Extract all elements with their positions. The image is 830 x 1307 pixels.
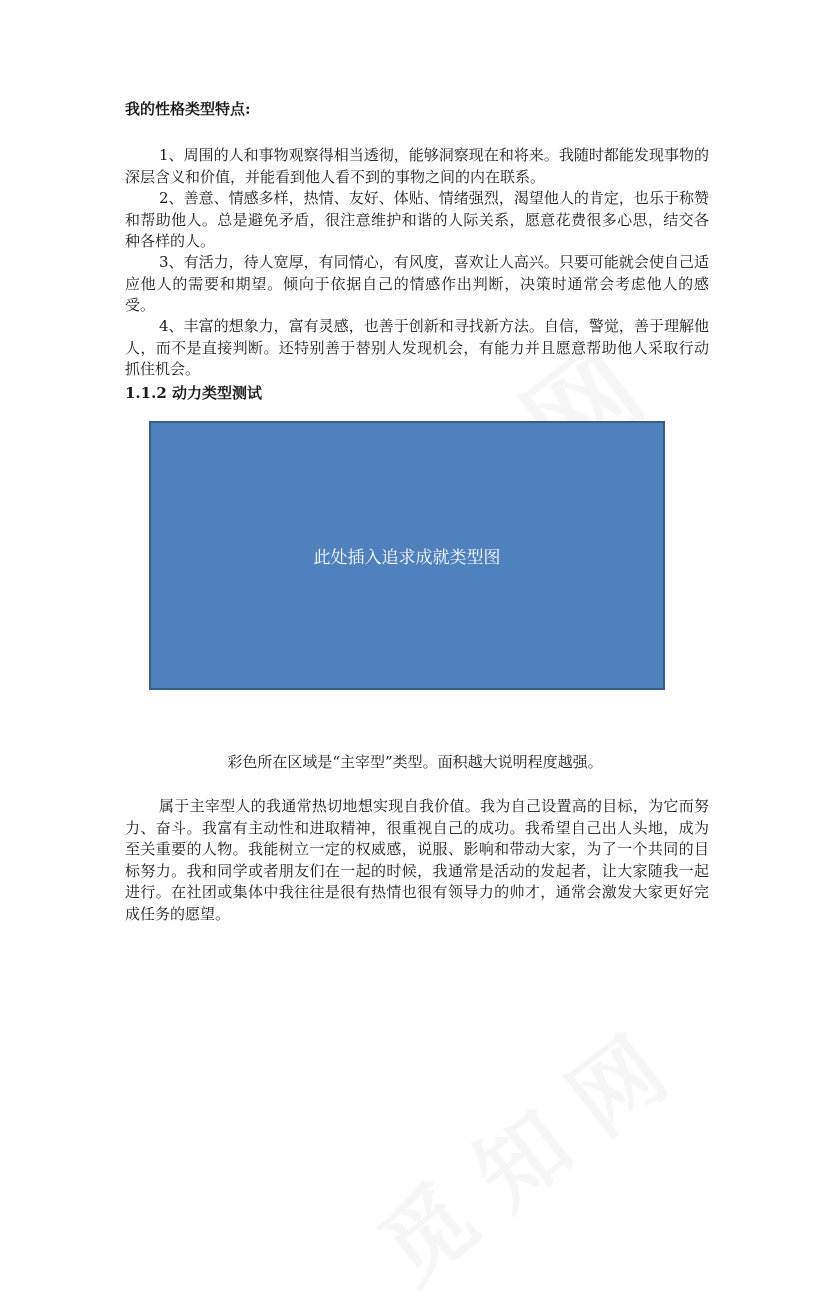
trait-paragraph-1: 1、周围的人和事物观察得相当透彻，能够洞察现在和将来。我随时都能发现事物的深层含义和价值，并能看到他人看不到的事物之间的内在联系。 [125,146,709,186]
trait-paragraph-2: 2、善意、情感多样，热情、友好、体贴、情绪强烈，渴望他人的肯定，也乐于称赞和帮助他人。总是避免矛盾，很注意维护和谐的人际关系，愿意花费很多心思，结交各种各样的人。 [125,189,709,250]
section-title: 1.1.2 动力类型测试 [125,384,262,402]
trait-paragraph-3: 3、有活力，待人宽厚，有同情心，有风度，喜欢让人高兴。只要可能就会使自己适应他人的需要和期望。倾向于依据自己的情感作出判断，决策时通常会考虑他人的感受。 [125,253,709,314]
chart-caption: 彩色所在区域是“主宰型”类型。面积越大说明程度越强。 [227,753,603,771]
dominant-type-paragraph: 属于主宰型人的我通常热切地想实现自我价值。我为自己设置高的目标，为它而努力、奋斗。我富有主动性和进取精神，很重视自己的成功。我希望自己出人头地，成为至关重要的人物。我能树立一定的权威感，说服、影响和带动大家，为了一个共同的目标努力。我和同学或者朋友们在一起的时候，我通常是活动的发起者，让大家随我一起进行。在社团或集体中我往往是很有热情也很有领导力的帅才，通常会激发大家更好完成任务的愿望。 [125,797,709,923]
personality-heading: 我的性格类型特点: [125,100,251,118]
watermark [348,983,712,1307]
trait-paragraph-4: 4、丰富的想象力，富有灵感，也善于创新和寻找新方法。自信，警觉，善于理解他人，而不是直接判断。还特别善于替别人发现机会，有能力并且愿意帮助他人采取行动抓住机会。 [125,317,709,378]
placeholder-label: 此处插入追求成就类型图 [313,548,501,568]
chart-placeholder-box [149,421,665,690]
